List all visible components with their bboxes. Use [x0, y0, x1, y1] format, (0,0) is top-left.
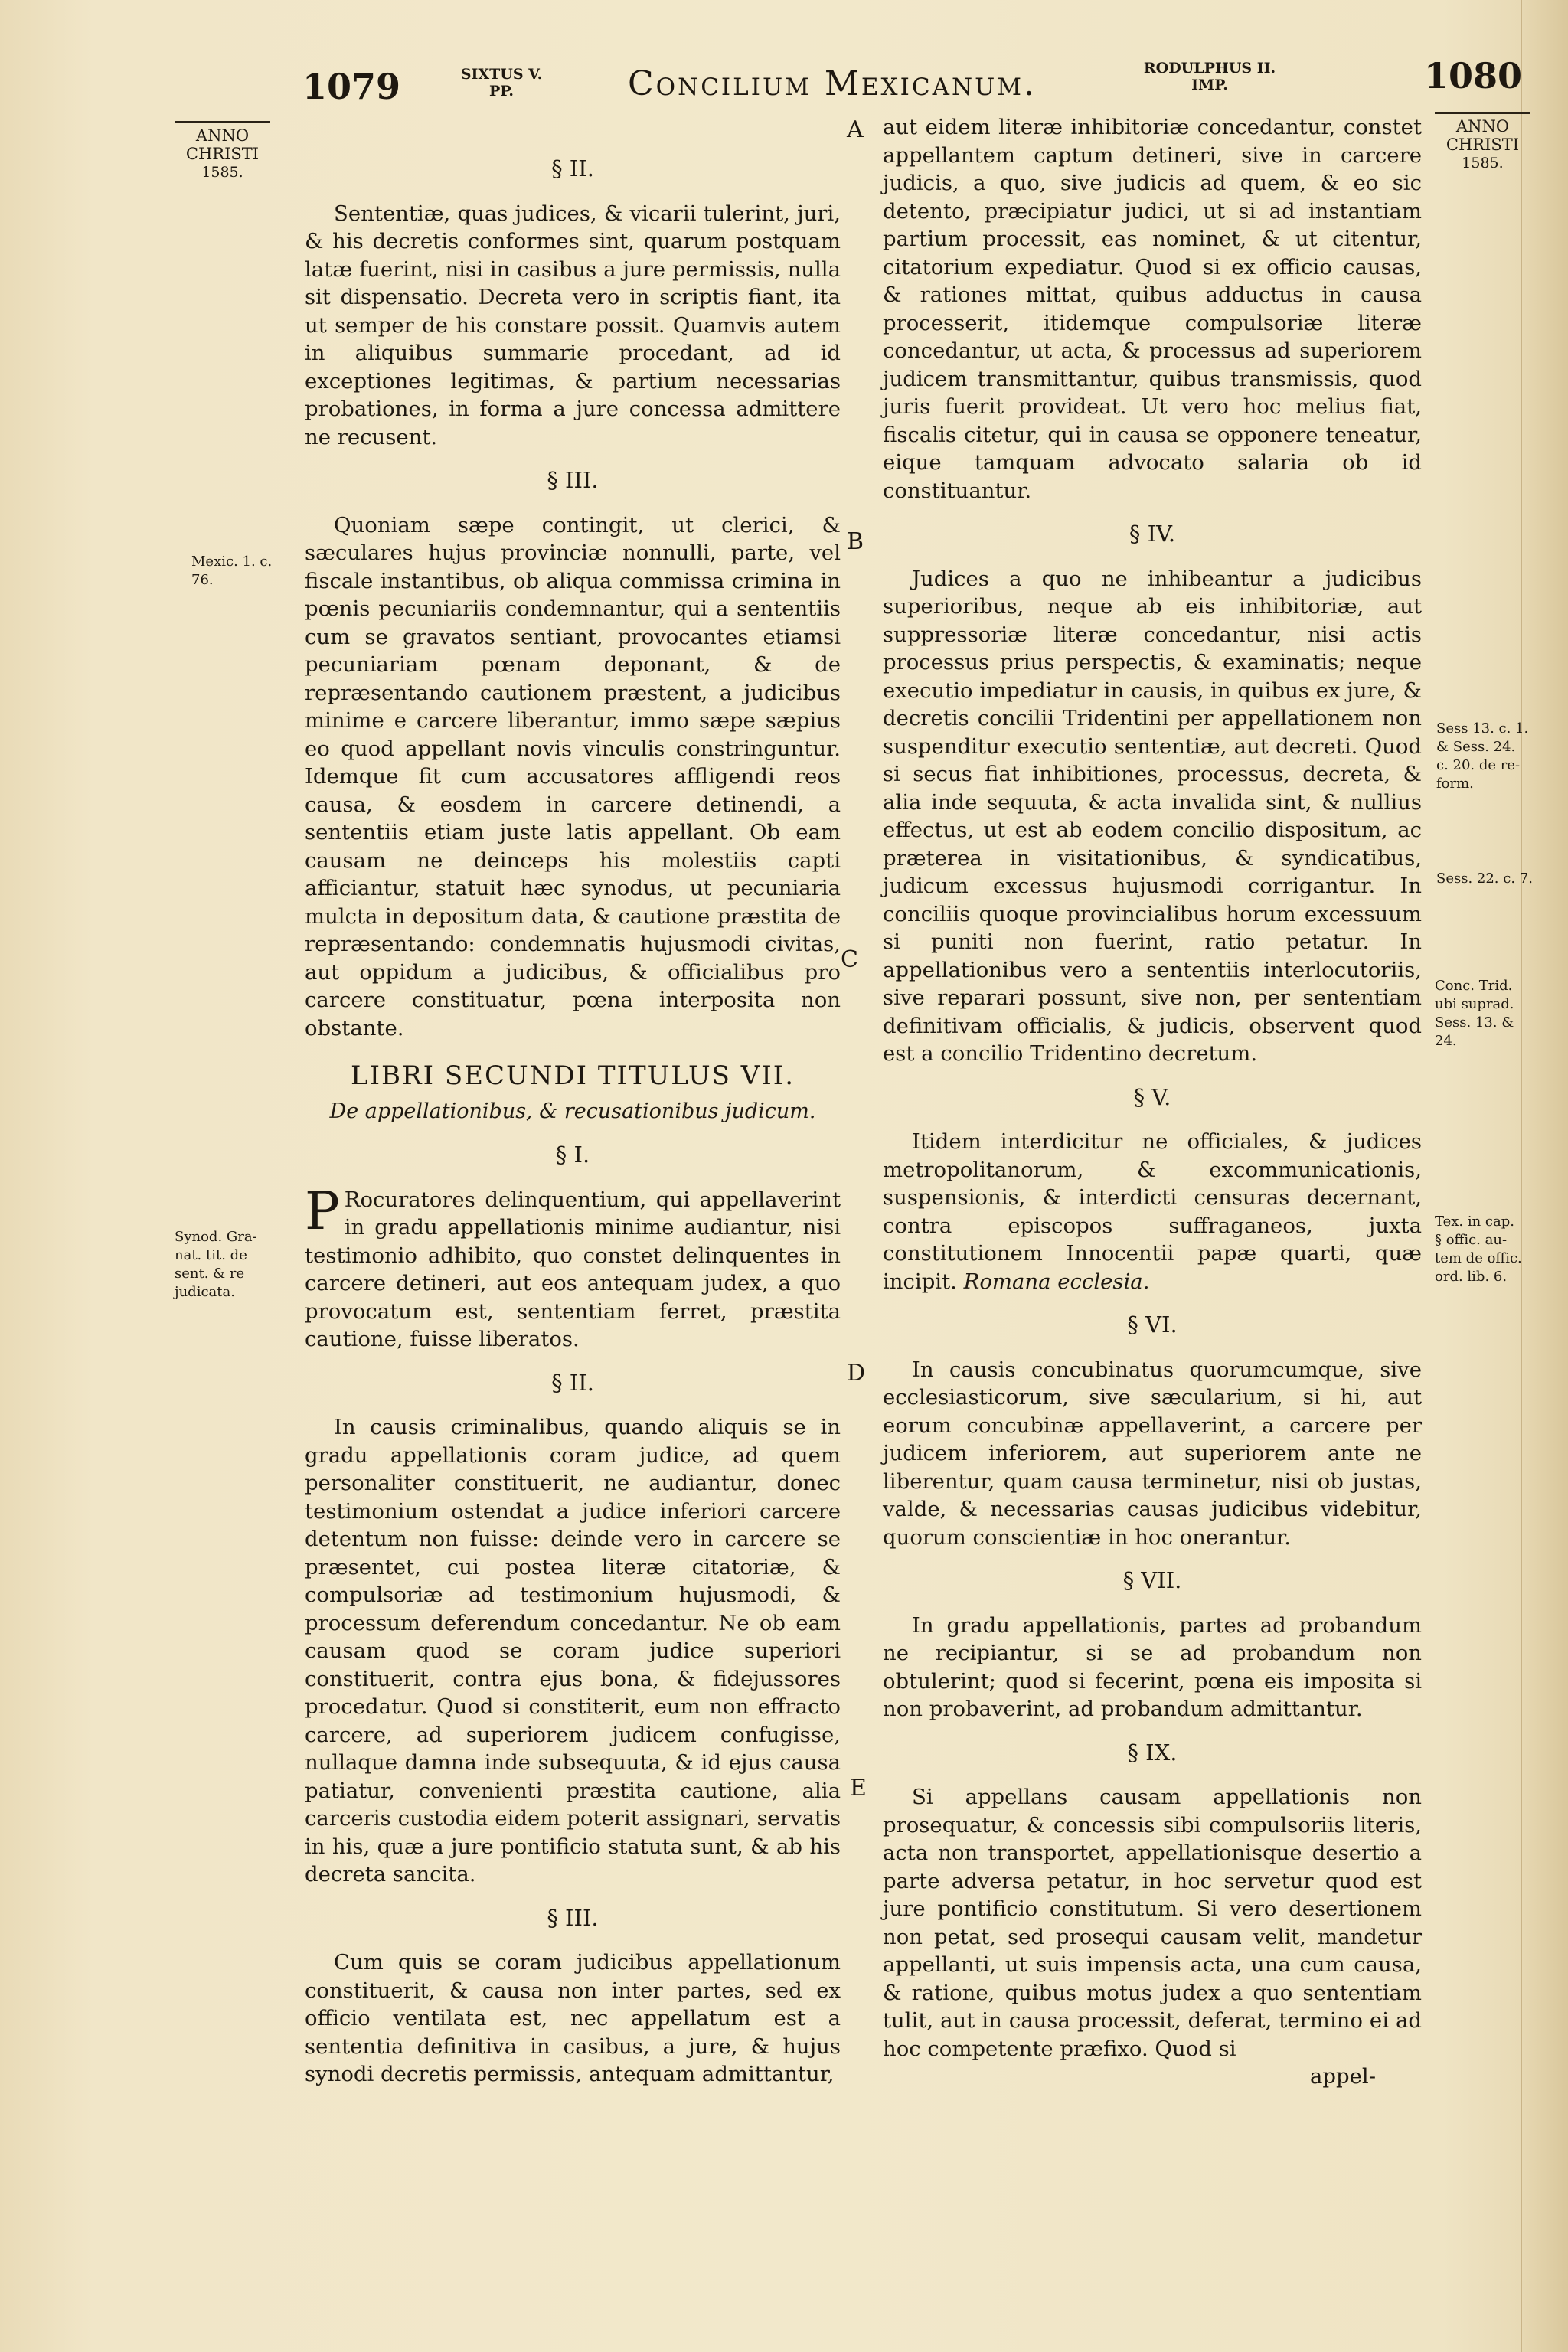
margin-note: Sess 13. c. 1. & Sess. 24. c. 20. de re- form.	[1436, 720, 1529, 792]
anno-christi-left	[175, 121, 270, 181]
anno-year: 1585.	[201, 164, 243, 181]
paragraph: In causis criminalibus, quando aliquis se in gradu appellationis coram judice, ad quem personaliter constituerit, ne audiantur, donec testimonium ostendat a judice inferiori carcere detentum non fuisse: deinde vero in carcere se præsentet, cui postea literæ citatoriæ, & compulsoriæ ad testimonium hujusmodi, & processum deferendum concedantur. Ne ob eam causam quod se coram judice superiori constituerit, contra ejus bona, & fidejussores procedatur. Quod si constiterit, eum non effracto carcere, ad superiorem judicem confugisse, nullaque damna inde subsequuta, & id ejus causa patiatur, convenienti præstita cautione, alia carceris custodia eidem poterit assignari, servatis in his, quæ a jure pontificio statuta sunt, & ab his decreta sancita.	[305, 1415, 841, 1886]
section-heading: § IX.	[1127, 1739, 1178, 1766]
section-heading: § II.	[551, 1369, 594, 1396]
paragraph: Si appellans causam appellationis non prosequatur, & concessis sibi compulsoriis literis, acta non transportet, appellationisque desertio a parte adversa petatur, in hoc servetur quod est jure pontificio constitutum. Si vero desertionem non petat, sed prosequi causam velit, mandetur appellanti, ut suis impensis acta, una cum causa, & ratione, quibus motus judex a quo sententiam tulit, aut in causa processit, deferat, termino ei ad hoc competente præfixo. Quod si	[883, 1785, 1422, 2061]
paragraph: Judices a quo ne inhibeantur a judicibus superioribus, neque ab eis inhibitoriæ, aut suppressoriæ literæ concedantur, nisi actis processus prius perspectis, & examinatis; neque executio impediatur in causis, in quibus ex jure, & decretis concilii Tridentini per appellationem non suspenditur executio sententiæ, aut decreti. Quod si secus fiat inhibitiones, processus, decreta, & alia inde sequuta, & acta invalida sint, & nullius effectus, ut est ab eodem concilio dispositum, ac præterea in visitationibus, & syndicatibus, judicum excessus hujusmodi corrigantur. In conciliis quoque provincialibus horum excessuum si puniti non fuerint, ratio petatur. In appellationibus vero a sententiis interlocutoriis, sive reparari possunt, sive non, per sententiam definitivam officialis, & judicis, observent quod est a concilio Tridentino decretum.	[883, 566, 1422, 1066]
margin-letter-c: C	[841, 946, 858, 973]
section-heading: § IV.	[1129, 521, 1176, 547]
page-number-left: 1079	[302, 66, 401, 107]
margin-letter-d: D	[847, 1360, 866, 1387]
margin-letter-a: A	[847, 116, 864, 143]
paragraph: In causis concubinatus quorumcumque, sive ecclesiasticorum, sive sæcularium, si hi, aut eorum concubinæ appellaverint, a carcere per judicem inferiorem, aut superiorem ante ne liberentur, quam causa terminetur, nisi ob justas, valde, & necessarias causas judicibus videbitur, quorum conscientiæ in hoc onerantur.	[883, 1357, 1422, 1550]
margin-note: Tex. in cap. § offic. au- tem de offic. ord. lib. 6.	[1435, 1214, 1522, 1285]
title-heading: LIBRI SECUNDI TITULUS VII.	[351, 1060, 795, 1091]
section-heading: § VII.	[1122, 1567, 1182, 1593]
quoted-incipit: Romana ecclesia.	[963, 1269, 1150, 1294]
paragraph-text: Itidem interdicitur ne officiales, & judices metropolitanorum, & excommunicationis, suspensionis, & interdicti censuras decernant, contra episcopos suffraganeos, juxta constitutionem Innocentii papæ quarti, quæ incipit.	[883, 1129, 1422, 1294]
margin-note: Sess. 22. c. 7.	[1436, 871, 1533, 887]
section-heading: § II.	[551, 155, 594, 181]
header-pope: SIXTUS V. PP.	[460, 66, 543, 100]
anno-label: ANNO CHRISTI	[1446, 117, 1520, 154]
margin-letter-b: B	[847, 528, 864, 555]
margin-note: Mexic. 1. c. 76.	[191, 554, 273, 588]
paragraph-text: Rocuratores delinquentium, qui appellaverint in gradu appellationis minime audiantur, nisi testimonio adhibito, quo constet delinquentes in carcere detineri, aut eos antequam judex, a quo provocatum est, sententiam ferret, præstita cautione, fuisse liberatos.	[305, 1187, 841, 1351]
margin-letter-e: E	[850, 1775, 867, 1802]
anno-label: ANNO CHRISTI	[185, 126, 260, 163]
section-heading: § I.	[555, 1142, 590, 1168]
paragraph-with-dropcap	[305, 1181, 841, 1354]
left-column	[305, 139, 841, 2089]
adjacent-page-edge	[1521, 0, 1568, 2352]
paragraph: Quoniam sæpe contingit, ut clerici, & sæculares hujus provinciæ nonnulli, parte, vel fiscale instantibus, ob aliqua commissa crimina in pœnis pecuniariis condemnantur, qui a sententiis cum se gravatos sentiant, provocantes etiamsi pecuniariam pœnam deponant, & de repræsentando cautionem præstent, a judicibus minime e carcere liberantur, immo sæpe sæpius eo quod appellant novis vinculis constringuntur. Idemque fit cum accusatores affligendi reos causa, & eosdem in carcere detinendi, a sententiis etiam juste latis appellant. Ob eam causam ne deinceps his molestiis capti afficiantur, statuit hæc synodus, ut pecuniaria mulcta in depositum data, & cautione præstita de repræsentando: condemnatis hujusmodi civitas, aut oppidum a judicibus, & officialibus pro carcere constituatur, pœna interposita non obstante.	[305, 512, 841, 1040]
page-number-right: 1080	[1424, 55, 1523, 96]
paragraph	[883, 1128, 1422, 1295]
section-heading: § V.	[1133, 1083, 1171, 1110]
header-emperor: RODULPHUS II. IMP.	[1143, 60, 1276, 93]
drop-cap: P	[305, 1181, 340, 1242]
section-heading: § VI.	[1127, 1312, 1178, 1338]
running-title: Concilium Mexicanum.	[628, 64, 1037, 103]
paragraph: In gradu appellationis, partes ad probandum ne recipiantur, si se ad probandum non obtulerint; quod si fecerint, pœna eis imposita si non probaverint, ad probandum admittantur.	[883, 1612, 1422, 1721]
paragraph: Cum quis se coram judicibus appellationum constituerit, & causa non inter partes, sed ex officio ventilata est, nec appellatum est a sententia definitiva in casibus, a jure, & hujus synodi decretis permissis, antequam admittantur,	[305, 1950, 841, 2086]
margin-note: Synod. Gra- nat. tit. de sent. & re judicata.	[175, 1229, 257, 1300]
anno-year: 1585.	[1462, 155, 1504, 172]
section-heading: § III.	[547, 467, 599, 493]
paragraph: Sententiæ, quas judices, & vicarii tulerint, juri, & his decretis conformes sint, quarum postquam latæ fuerint, nisi in casibus a jure permissis, nulla sit dispensatio. Decreta vero in scriptis fiant, ita ut semper de his constare possit. Quamvis autem in aliquibus summarie procedant, ad id exceptiones legitimas, & partium necessarias probationes, in forma a jure concessa admittere ne recusent.	[305, 201, 841, 449]
right-column	[883, 113, 1422, 2091]
margin-note: Conc. Trid. ubi suprad. Sess. 13. & 24.	[1435, 978, 1514, 1049]
section-heading: § III.	[547, 1904, 599, 1931]
title-subheading: De appellationibus, & recusationibus judicum.	[329, 1099, 816, 1123]
anno-christi-right	[1435, 112, 1530, 172]
catchword: appel-	[1310, 2064, 1376, 2089]
paragraph: aut eidem literæ inhibitoriæ concedantur, constet appellantem captum detineri, sive in carcere judicis, a quo, sive judicis ad quem, & eo sic detento, præcipiatur judici, ut si ad instantiam partium processit, eas nominet, & ut citentur, citatorium expediatur. Quod si ex officio causas, & rationes mittat, quibus adductus in causa processerit, itidemque compulsoriæ literæ concedantur, ut acta, & processus ad superiorem judicem transmittantur, quibus transmissis, quod juris fuerit provideat. Ut vero hoc melius fiat, fiscalis citetur, qui in causa se opponere teneatur, eique tamquam advocato salaria ob id constituantur.	[883, 115, 1422, 503]
